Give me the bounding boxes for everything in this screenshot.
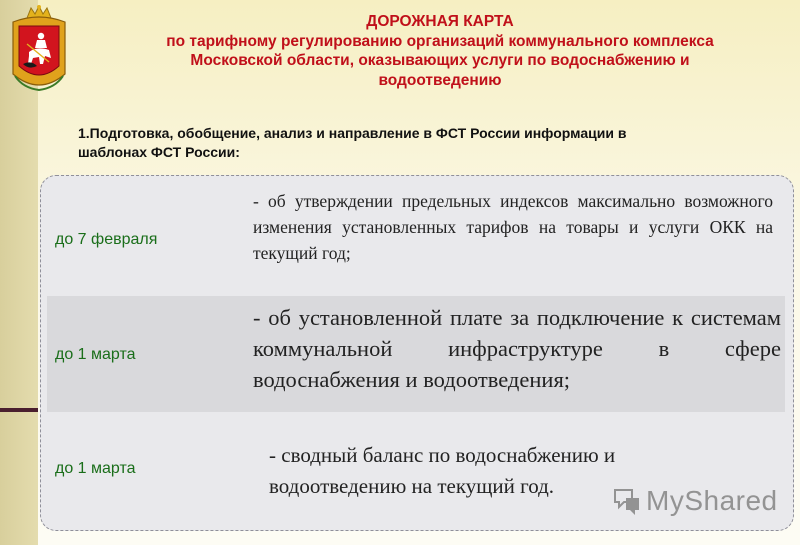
title-line: по тарифному регулированию организаций коммунального комплекса [166,32,714,50]
roadmap-panel [40,175,794,531]
deadline-date: до 1 марта [55,346,136,363]
title-line: водоотведению [378,71,502,89]
section-heading-line: шаблонах ФСТ России: [78,144,240,160]
title-line: Московской области, оказывающих услуги по водоснабжению и [190,52,690,69]
deadline-date: до 1 марта [55,460,136,477]
deadline-description: - об утверждении предельных индексов максимально возможного изменения установленных тарифов на товары и услуги ОКК на текущий год; [253,191,773,263]
deadline-date: до 7 февраля [55,231,158,248]
roadmap-row [41,176,793,296]
coat-of-arms-icon [3,4,75,94]
left-strip-divider [0,408,38,412]
watermark [612,484,778,518]
title-line: ДОРОЖНАЯ КАРТА [366,13,514,30]
myshared-logo-icon [612,484,642,518]
deadline-description: - сводный баланс по водоснабжению и водоотведению на текущий год. [269,443,616,498]
section-heading [78,124,778,162]
page-title [80,12,800,90]
section-heading-line: 1.Подготовка, обобщение, анализ и направление в ФСТ России информации в [78,125,627,141]
watermark-text: MyShared [646,485,778,516]
roadmap-row [47,296,785,412]
deadline-description: - об установленной плате за подключение к системам коммунальной инфраструктуре в сфере водоснабжения и водоотведения; [253,305,781,392]
